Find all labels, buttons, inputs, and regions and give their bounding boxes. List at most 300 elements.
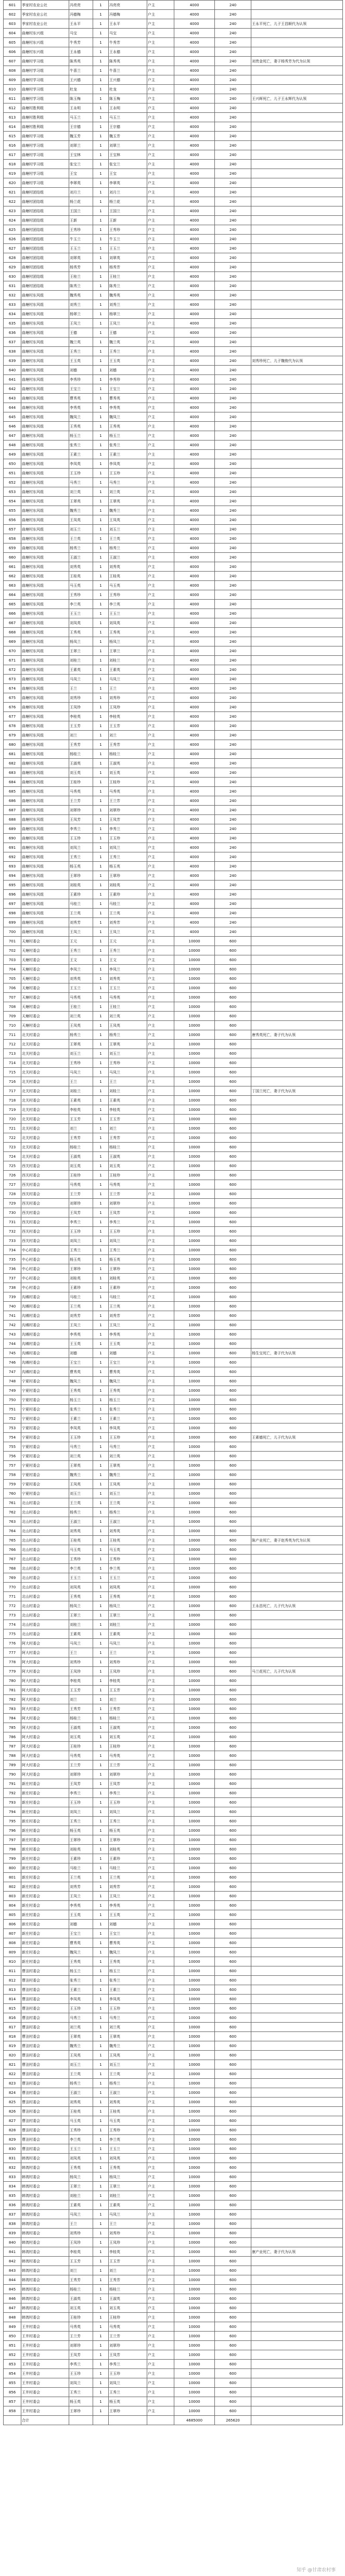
village-cell: 阿大村委会 bbox=[21, 1761, 69, 1770]
name-cell: 刘桂英 bbox=[109, 1845, 147, 1854]
relation-cell: 户主 bbox=[147, 937, 174, 946]
area-cell: 600 bbox=[215, 1049, 251, 1058]
note-cell bbox=[251, 1704, 343, 1714]
head-cell: 王秀兰 bbox=[69, 347, 93, 356]
row-number-cell: 765 bbox=[4, 1536, 21, 1545]
village-cell: 曲塘村东风组 bbox=[21, 328, 69, 338]
total-amount: 4685000 bbox=[174, 2416, 215, 2425]
name-cell: 王桂珍 bbox=[109, 2313, 147, 2322]
note-cell bbox=[251, 1171, 343, 1180]
count-cell: 1 bbox=[93, 2023, 109, 2032]
note-cell bbox=[251, 684, 343, 693]
area-cell: 240 bbox=[215, 206, 251, 216]
relation-cell: 户主 bbox=[147, 1779, 174, 1789]
name-cell: 刘桂英 bbox=[109, 1274, 147, 1283]
table-row bbox=[4, 338, 343, 347]
amount-cell: 10000 bbox=[174, 2088, 215, 2098]
village-cell: 季家村农业公社 bbox=[21, 1, 69, 10]
note-cell bbox=[251, 281, 343, 291]
count-cell: 1 bbox=[93, 1910, 109, 1920]
count-cell: 1 bbox=[93, 113, 109, 122]
table-row bbox=[4, 225, 343, 235]
row-number-cell: 761 bbox=[4, 1498, 21, 1508]
table-row bbox=[4, 1985, 343, 1995]
row-number-cell: 853 bbox=[4, 2360, 21, 2369]
note-cell bbox=[251, 2051, 343, 2060]
head-cell: 杨秀兰 bbox=[69, 543, 93, 553]
row-number-cell: 658 bbox=[4, 534, 21, 543]
name-cell: 王素英 bbox=[109, 1629, 147, 1639]
village-cell: 曲塘村东兴组 bbox=[21, 29, 69, 38]
relation-cell: 户主 bbox=[147, 731, 174, 740]
name-cell: 马桂兰 bbox=[109, 1863, 147, 1873]
name-cell: 曹秀英 bbox=[109, 1938, 147, 1948]
count-cell: 1 bbox=[93, 2303, 109, 2313]
row-number-cell: 848 bbox=[4, 2313, 21, 2322]
amount-cell: 10000 bbox=[174, 1414, 215, 1423]
row-number-cell: 748 bbox=[4, 1377, 21, 1386]
note-cell bbox=[251, 338, 343, 347]
note-cell bbox=[251, 309, 343, 319]
amount-cell: 10000 bbox=[174, 2107, 215, 2116]
table-row bbox=[4, 1920, 343, 1929]
table-row bbox=[4, 1274, 343, 1283]
count-cell: 1 bbox=[93, 1423, 109, 1433]
note-cell bbox=[251, 291, 343, 300]
area-cell: 600 bbox=[215, 1012, 251, 1021]
name-cell: 王凤兰 bbox=[109, 319, 147, 328]
area-cell: 600 bbox=[215, 2350, 251, 2360]
row-number-cell: 816 bbox=[4, 2013, 21, 2023]
count-cell: 1 bbox=[93, 590, 109, 600]
row-number-cell: 652 bbox=[4, 478, 21, 487]
village-cell: 韩湾村委会 bbox=[21, 2163, 69, 2172]
name-cell: 李秀兰 bbox=[109, 824, 147, 834]
area-cell: 600 bbox=[215, 1321, 251, 1330]
amount-cell: 10000 bbox=[174, 2023, 215, 2032]
table-row bbox=[4, 2116, 343, 2126]
area-cell: 600 bbox=[215, 2154, 251, 2163]
village-cell: 阿大村委会 bbox=[21, 1704, 69, 1714]
row-number-cell: 667 bbox=[4, 618, 21, 628]
relation-cell: 户主 bbox=[147, 338, 174, 347]
relation-cell: 户主 bbox=[147, 525, 174, 534]
relation-cell: 户主 bbox=[147, 2360, 174, 2369]
row-number-cell: 762 bbox=[4, 1508, 21, 1517]
row-number-cell: 716 bbox=[4, 1077, 21, 1086]
village-cell: 韩湾村委会 bbox=[21, 2303, 69, 2313]
count-cell: 1 bbox=[93, 2191, 109, 2200]
area-cell: 240 bbox=[215, 656, 251, 665]
area-cell: 240 bbox=[215, 85, 251, 94]
amount-cell: 10000 bbox=[174, 1742, 215, 1751]
table-row bbox=[4, 1461, 343, 1470]
count-cell: 1 bbox=[93, 731, 109, 740]
head-cell: 陈秀兰 bbox=[69, 281, 93, 291]
note-cell bbox=[251, 721, 343, 731]
count-cell: 1 bbox=[93, 871, 109, 881]
village-cell: 阿大村委会 bbox=[21, 1667, 69, 1676]
amount-cell: 10000 bbox=[174, 1199, 215, 1208]
table-row bbox=[4, 740, 343, 749]
row-number-cell: 739 bbox=[4, 1292, 21, 1302]
row-number-cell: 601 bbox=[4, 1, 21, 10]
head-cell: 王德 bbox=[69, 328, 93, 338]
relation-cell: 户主 bbox=[147, 1592, 174, 1601]
village-cell: 阿大村委会 bbox=[21, 1686, 69, 1695]
relation-cell: 户主 bbox=[147, 356, 174, 366]
name-cell: 杨玉兰 bbox=[109, 431, 147, 441]
row-number-cell: 714 bbox=[4, 1058, 21, 1068]
note-cell bbox=[251, 871, 343, 881]
note-cell bbox=[251, 749, 343, 759]
count-cell: 1 bbox=[93, 572, 109, 581]
row-number-cell: 817 bbox=[4, 2023, 21, 2032]
name-cell: 王兰英 bbox=[109, 909, 147, 918]
table-row bbox=[4, 1452, 343, 1461]
relation-cell: 户主 bbox=[147, 403, 174, 412]
row-number-cell: 775 bbox=[4, 1629, 21, 1639]
relation-cell: 户主 bbox=[147, 1246, 174, 1255]
relation-cell: 户主 bbox=[147, 2369, 174, 2378]
table-row bbox=[4, 160, 343, 169]
amount-cell: 10000 bbox=[174, 993, 215, 1002]
amount-cell: 4000 bbox=[174, 94, 215, 103]
note-cell bbox=[251, 1676, 343, 1686]
amount-cell: 10000 bbox=[174, 1863, 215, 1873]
relation-cell: 户主 bbox=[147, 1508, 174, 1517]
name-cell: 刘玉英 bbox=[109, 1732, 147, 1742]
name-cell: 王玉英 bbox=[109, 1339, 147, 1349]
name-cell: 马秀兰 bbox=[109, 2013, 147, 2023]
area-cell: 600 bbox=[215, 946, 251, 955]
name-cell: 马凤兰 bbox=[109, 675, 147, 684]
relation-cell: 户主 bbox=[147, 347, 174, 356]
relation-cell: 户主 bbox=[147, 2378, 174, 2388]
row-number-cell: 665 bbox=[4, 600, 21, 609]
amount-cell: 10000 bbox=[174, 1171, 215, 1180]
table-row bbox=[4, 1742, 343, 1751]
relation-cell: 户主 bbox=[147, 94, 174, 103]
note-cell bbox=[251, 843, 343, 852]
note-cell bbox=[251, 1770, 343, 1779]
table-row bbox=[4, 2378, 343, 2388]
row-number-cell: 626 bbox=[4, 235, 21, 244]
count-cell: 1 bbox=[93, 955, 109, 965]
head-cell: 马玉英 bbox=[69, 1545, 93, 1555]
village-cell: 曲塘村东兴组 bbox=[21, 38, 69, 47]
name-cell: 王秀兰 bbox=[109, 1246, 147, 1255]
name-cell: 杨桂兰 bbox=[109, 1143, 147, 1152]
row-number-cell: 759 bbox=[4, 1480, 21, 1489]
table-row bbox=[4, 675, 343, 684]
head-cell: 王宝兰 bbox=[69, 1358, 93, 1367]
area-cell: 600 bbox=[215, 1620, 251, 1629]
village-cell: 曹洼村委会 bbox=[21, 2041, 69, 2051]
name-cell: 马桂兰 bbox=[109, 899, 147, 909]
head-cell: 杨玉英 bbox=[69, 1255, 93, 1264]
row-number-cell: 798 bbox=[4, 1845, 21, 1854]
name-cell: 王淑兰 bbox=[109, 553, 147, 562]
head-cell: 刘翠英 bbox=[69, 253, 93, 263]
head-cell: 马秀兰 bbox=[69, 478, 93, 487]
table-row bbox=[4, 890, 343, 899]
relation-cell: 户主 bbox=[147, 1667, 174, 1676]
amount-cell: 10000 bbox=[174, 1779, 215, 1789]
table-row bbox=[4, 1339, 343, 1349]
relation-cell: 户主 bbox=[147, 1489, 174, 1498]
head-cell: 王凤英 bbox=[69, 2051, 93, 2060]
village-cell: 曲塘村东风组 bbox=[21, 815, 69, 824]
head-cell: 王素珍 bbox=[69, 1283, 93, 1292]
amount-cell: 4000 bbox=[174, 319, 215, 328]
amount-cell: 4000 bbox=[174, 225, 215, 235]
row-number-cell: 647 bbox=[4, 431, 21, 441]
row-number-cell: 654 bbox=[4, 497, 21, 506]
head-cell: 王秀珍 bbox=[69, 1555, 93, 1564]
name-cell: 王素珍 bbox=[109, 1854, 147, 1863]
table-row bbox=[4, 637, 343, 646]
row-number-cell: 746 bbox=[4, 1358, 21, 1367]
name-cell: 王凤英 bbox=[109, 1480, 147, 1489]
row-number-cell: 842 bbox=[4, 2257, 21, 2266]
count-cell: 1 bbox=[93, 141, 109, 150]
table-row bbox=[4, 1358, 343, 1367]
area-cell: 600 bbox=[215, 1292, 251, 1302]
table-row bbox=[4, 169, 343, 178]
amount-cell: 10000 bbox=[174, 1077, 215, 1086]
note-cell bbox=[251, 2135, 343, 2144]
relation-cell: 户主 bbox=[147, 2247, 174, 2257]
head-cell: 王玉珍 bbox=[69, 1798, 93, 1807]
area-cell: 600 bbox=[215, 1246, 251, 1255]
amount-cell: 10000 bbox=[174, 1311, 215, 1321]
head-cell: 王凤英 bbox=[69, 515, 93, 525]
row-number-cell: 689 bbox=[4, 824, 21, 834]
village-cell: 曲塘村东风组 bbox=[21, 309, 69, 319]
note-cell bbox=[251, 2219, 343, 2229]
village-cell: 曲塘村胜利组 bbox=[21, 103, 69, 113]
amount-cell: 10000 bbox=[174, 1938, 215, 1948]
name-cell: 王兰英 bbox=[109, 1498, 147, 1508]
count-cell: 1 bbox=[93, 2126, 109, 2135]
amount-cell: 10000 bbox=[174, 1227, 215, 1236]
village-cell: 曲塘村东风组 bbox=[21, 422, 69, 431]
area-cell: 240 bbox=[215, 384, 251, 394]
count-cell: 1 bbox=[93, 1798, 109, 1807]
row-number-cell: 697 bbox=[4, 899, 21, 909]
name-cell: 马秀英 bbox=[109, 993, 147, 1002]
relation-cell: 户主 bbox=[147, 2388, 174, 2397]
amount-cell: 4000 bbox=[174, 132, 215, 141]
head-cell: 刘秀英 bbox=[69, 562, 93, 572]
head-cell: 马凤兰 bbox=[69, 675, 93, 684]
relation-cell: 户主 bbox=[147, 534, 174, 543]
village-cell: 沟滩村委会 bbox=[21, 1330, 69, 1339]
village-cell: 中心村委会 bbox=[21, 1246, 69, 1255]
row-number-cell: 696 bbox=[4, 890, 21, 899]
area-cell: 600 bbox=[215, 2144, 251, 2154]
count-cell: 1 bbox=[93, 1105, 109, 1115]
row-number-cell: 784 bbox=[4, 1714, 21, 1723]
village-cell: 曲塘村东风组 bbox=[21, 918, 69, 927]
count-cell: 1 bbox=[93, 693, 109, 703]
count-cell: 1 bbox=[93, 778, 109, 787]
note-cell bbox=[251, 1302, 343, 1311]
note-cell bbox=[251, 1311, 343, 1321]
head-cell: 杨凤兰 bbox=[69, 637, 93, 646]
table-row bbox=[4, 1, 343, 10]
name-cell: 王永平 bbox=[109, 19, 147, 29]
relation-cell: 户主 bbox=[147, 1012, 174, 1021]
area-cell: 240 bbox=[215, 506, 251, 515]
name-cell: 王桂英 bbox=[109, 572, 147, 581]
row-number-cell: 725 bbox=[4, 1161, 21, 1171]
head-cell: 李凤英 bbox=[69, 459, 93, 469]
area-cell: 600 bbox=[215, 1592, 251, 1601]
count-cell: 1 bbox=[93, 1442, 109, 1452]
note-cell bbox=[251, 2332, 343, 2341]
village-cell: 曹洼村委会 bbox=[21, 1985, 69, 1995]
count-cell: 1 bbox=[93, 1321, 109, 1330]
row-number-cell: 788 bbox=[4, 1751, 21, 1761]
row-number-cell: 657 bbox=[4, 525, 21, 534]
village-cell: 曹洼村委会 bbox=[21, 2069, 69, 2079]
head-cell: 冯德梅 bbox=[69, 10, 93, 19]
name-cell: 杨玉英 bbox=[109, 1826, 147, 1835]
row-number-cell: 847 bbox=[4, 2303, 21, 2313]
note-cell bbox=[251, 1395, 343, 1405]
area-cell: 600 bbox=[215, 2294, 251, 2303]
note-cell bbox=[251, 899, 343, 909]
head-cell: 王秀兰 bbox=[69, 852, 93, 862]
head-cell: 魏秀兰 bbox=[69, 1470, 93, 1480]
table-row bbox=[4, 778, 343, 787]
count-cell: 1 bbox=[93, 1030, 109, 1040]
table-row bbox=[4, 1723, 343, 1732]
note-cell bbox=[251, 2406, 343, 2416]
table-row bbox=[4, 1227, 343, 1236]
village-cell: 韩湾村委会 bbox=[21, 2219, 69, 2229]
table-row bbox=[4, 1115, 343, 1124]
amount-cell: 10000 bbox=[174, 1339, 215, 1349]
table-row bbox=[4, 1704, 343, 1714]
table-row bbox=[4, 581, 343, 590]
head-cell: 张秀兰 bbox=[69, 1976, 93, 1985]
head-cell: 张秀兰 bbox=[69, 441, 93, 450]
village-cell: 曹洼村委会 bbox=[21, 2116, 69, 2126]
note-cell bbox=[251, 628, 343, 637]
table-row bbox=[4, 2172, 343, 2182]
amount-cell: 10000 bbox=[174, 1096, 215, 1105]
count-cell: 1 bbox=[93, 2013, 109, 2023]
amount-cell: 4000 bbox=[174, 487, 215, 497]
area-cell: 240 bbox=[215, 806, 251, 815]
table-row bbox=[4, 235, 343, 244]
amount-cell: 10000 bbox=[174, 1058, 215, 1068]
table-row bbox=[4, 94, 343, 103]
amount-cell: 10000 bbox=[174, 2144, 215, 2154]
amount-cell: 10000 bbox=[174, 1330, 215, 1339]
head-cell: 王秀珍 bbox=[69, 2126, 93, 2135]
head-cell: 刘凤兰 bbox=[69, 1807, 93, 1817]
table-row bbox=[4, 2397, 343, 2406]
area-cell: 600 bbox=[215, 1358, 251, 1367]
amount-cell: 10000 bbox=[174, 1807, 215, 1817]
village-cell: 天塘村委会 bbox=[21, 1021, 69, 1030]
village-cell: 曲塘村东风组 bbox=[21, 441, 69, 450]
relation-cell: 户主 bbox=[147, 628, 174, 637]
head-cell: 刘桂英 bbox=[69, 881, 93, 890]
relation-cell: 户主 bbox=[147, 881, 174, 890]
relation-cell: 户主 bbox=[147, 1058, 174, 1068]
head-cell: 李秀兰 bbox=[69, 1789, 93, 1798]
table-row bbox=[4, 983, 343, 993]
name-cell: 李秀英 bbox=[109, 403, 147, 412]
count-cell: 1 bbox=[93, 1002, 109, 1012]
name-cell: 刘凤英 bbox=[109, 1583, 147, 1592]
head-cell: 杨翠兰 bbox=[69, 309, 93, 319]
amount-cell: 10000 bbox=[174, 1845, 215, 1854]
name-cell: 王永明 bbox=[109, 103, 147, 113]
area-cell: 600 bbox=[215, 1115, 251, 1124]
amount-cell: 4000 bbox=[174, 675, 215, 684]
table-row bbox=[4, 1105, 343, 1115]
relation-cell: 户主 bbox=[147, 47, 174, 57]
head-cell: 刘桂英 bbox=[69, 1845, 93, 1854]
count-cell: 1 bbox=[93, 459, 109, 469]
note-cell bbox=[251, 1, 343, 10]
name-cell: 王秀英 bbox=[109, 628, 147, 637]
row-number-cell: 717 bbox=[4, 1086, 21, 1096]
amount-cell: 4000 bbox=[174, 768, 215, 778]
register-sheet bbox=[3, 0, 342, 2576]
village-cell: 曹洼村委会 bbox=[21, 1995, 69, 2004]
note-cell bbox=[251, 1077, 343, 1086]
count-cell: 1 bbox=[93, 366, 109, 375]
row-number-cell: 795 bbox=[4, 1817, 21, 1826]
name-cell: 刘兰 bbox=[109, 1124, 147, 1133]
amount-cell: 10000 bbox=[174, 1573, 215, 1583]
count-cell: 1 bbox=[93, 1077, 109, 1086]
note-cell bbox=[251, 2154, 343, 2163]
name-cell: 王秀珍 bbox=[109, 1058, 147, 1068]
area-cell: 240 bbox=[215, 543, 251, 553]
table-row bbox=[4, 834, 343, 843]
village-cell: 韩湾村委会 bbox=[21, 2191, 69, 2200]
row-number-cell: 837 bbox=[4, 2210, 21, 2219]
count-cell: 1 bbox=[93, 394, 109, 403]
name-cell: 刘秀珍 bbox=[109, 2229, 147, 2238]
note-cell bbox=[251, 1143, 343, 1152]
amount-cell: 4000 bbox=[174, 263, 215, 272]
amount-cell: 4000 bbox=[174, 122, 215, 132]
table-row bbox=[4, 1732, 343, 1742]
head-cell: 牛喜兰 bbox=[69, 66, 93, 75]
head-cell: 杨秀兰 bbox=[69, 1508, 93, 1517]
note-cell bbox=[251, 946, 343, 955]
table-row bbox=[4, 1526, 343, 1536]
amount-cell: 10000 bbox=[174, 1470, 215, 1480]
head-cell: 王玉兰 bbox=[69, 2144, 93, 2154]
count-cell: 1 bbox=[93, 1208, 109, 1218]
area-cell: 600 bbox=[215, 1002, 251, 1012]
head-cell: 杨桂兰 bbox=[69, 2285, 93, 2294]
name-cell: 马凤兰 bbox=[109, 2210, 147, 2219]
amount-cell: 10000 bbox=[174, 2219, 215, 2229]
table-row bbox=[4, 1882, 343, 1892]
amount-cell: 4000 bbox=[174, 684, 215, 693]
